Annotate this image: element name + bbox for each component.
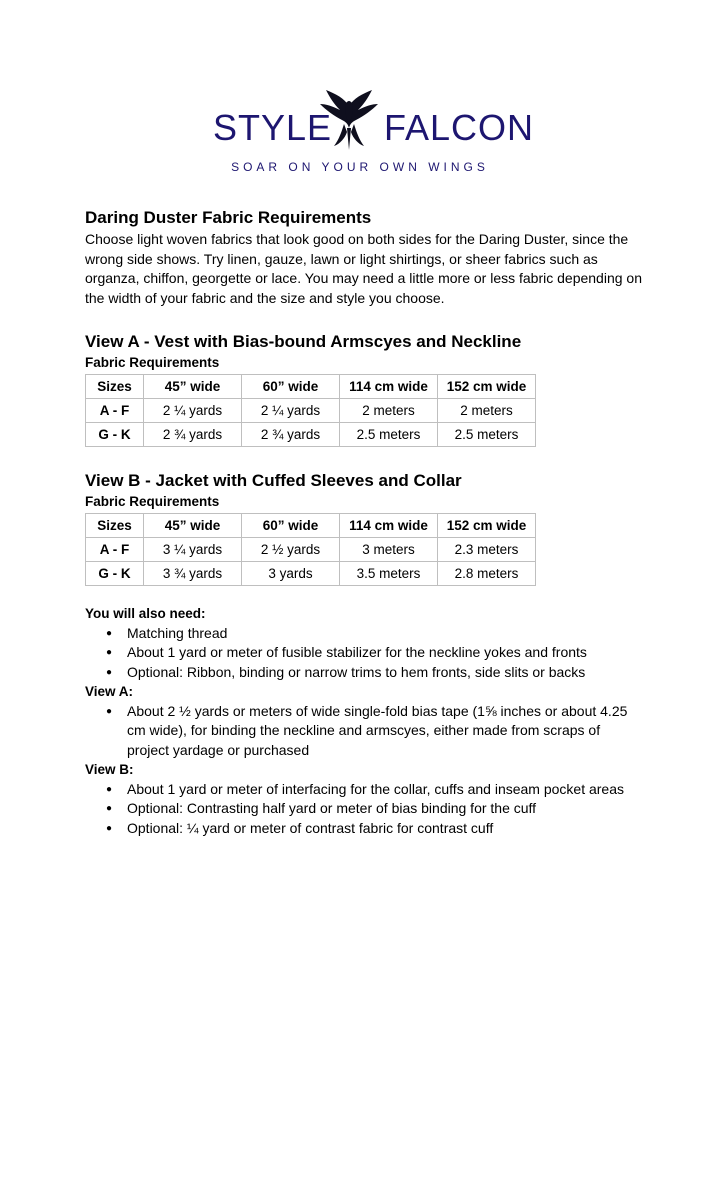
logo-word-left: STYLE	[213, 107, 333, 148]
table-cell: 2.3 meters	[438, 538, 536, 562]
table-cell: 2 ½ yards	[242, 538, 340, 562]
view-a-supplies-label: View A:	[85, 684, 134, 699]
table-cell: 2 ¼ yards	[144, 399, 242, 423]
table-cell: 2 ¾ yards	[242, 423, 340, 447]
list-item: ● Matching thread	[127, 624, 645, 644]
table-header-row	[86, 375, 536, 399]
intro-paragraph: Choose light woven fabrics that look good on both sides for the Daring Duster, since the wrong side shows. Try linen, gauze, lawn or light shirtings, or sheer fabrics such as organza, chiffon, georgette or lace. You may need a little more or less fabric depending on the width of your fabric and the size and style you choose.	[85, 231, 642, 306]
main-content	[85, 206, 645, 838]
list-item: ● Optional: ¼ yard or meter of contrast fabric for contrast cuff	[127, 819, 645, 839]
table-cell: 2.5 meters	[438, 423, 536, 447]
view-b-supplies-list	[85, 780, 645, 839]
table-cell: 2 meters	[438, 399, 536, 423]
logo-tagline: SOAR ON YOUR OWN WINGS	[231, 160, 489, 174]
table-cell: 3 ¼ yards	[144, 538, 242, 562]
table-cell: 2 ¼ yards	[242, 399, 340, 423]
list-item: ● Optional: Ribbon, binding or narrow trims to hem fronts, side slits or backs	[127, 663, 645, 683]
column-header: 114 cm wide	[340, 514, 438, 538]
column-header: Sizes	[86, 514, 144, 538]
list-item: ● About 1 yard or meter of fusible stabilizer for the neckline yokes and fronts	[127, 643, 645, 663]
size-cell: A - F	[86, 399, 144, 423]
column-header: 60” wide	[242, 514, 340, 538]
table-cell: 2.5 meters	[340, 423, 438, 447]
additional-supplies	[85, 604, 645, 838]
list-item: ● About 1 yard or meter of interfacing for the collar, cuffs and inseam pocket areas	[127, 780, 645, 800]
table-cell: 2 ¾ yards	[144, 423, 242, 447]
view-b-section	[85, 469, 645, 586]
list-item: ● About 2 ½ yards or meters of wide single-fold bias tape (1⅝ inches or about 4.25 cm wide), for binding the neckline and armscyes, either made from scraps of project yardage or purchased	[127, 702, 645, 761]
column-header: 60” wide	[242, 375, 340, 399]
table-row	[86, 423, 536, 447]
view-a-subtitle: Fabric Requirements	[85, 355, 220, 370]
falcon-icon	[318, 88, 380, 152]
also-need-label: You will also need:	[85, 606, 206, 621]
also-need-list	[85, 624, 645, 683]
column-header: 45” wide	[144, 375, 242, 399]
column-header: 114 cm wide	[340, 375, 438, 399]
list-item: ● Optional: Contrasting half yard or meter of bias binding for the cuff	[127, 799, 645, 819]
table-cell: 2.8 meters	[438, 562, 536, 586]
view-a-supplies-list	[85, 702, 645, 761]
column-header: Sizes	[86, 375, 144, 399]
table-header-row	[86, 514, 536, 538]
column-header: 152 cm wide	[438, 375, 536, 399]
view-a-table	[85, 374, 536, 447]
table-row	[86, 562, 536, 586]
table-cell: 3 meters	[340, 538, 438, 562]
column-header: 45” wide	[144, 514, 242, 538]
view-b-title: View B - Jacket with Cuffed Sleeves and Collar	[85, 471, 462, 490]
size-cell: A - F	[86, 538, 144, 562]
logo-word-right: FALCON	[384, 107, 535, 148]
table-cell: 3 ¾ yards	[144, 562, 242, 586]
view-b-subtitle: Fabric Requirements	[85, 494, 220, 509]
view-b-table	[85, 513, 536, 586]
table-row	[86, 538, 536, 562]
brand-logo	[0, 84, 720, 184]
table-row	[86, 399, 536, 423]
view-a-title: View A - Vest with Bias-bound Armscyes and Neckline	[85, 332, 522, 351]
size-cell: G - K	[86, 562, 144, 586]
table-cell: 2 meters	[340, 399, 438, 423]
column-header: 152 cm wide	[438, 514, 536, 538]
table-cell: 3 yards	[242, 562, 340, 586]
size-cell: G - K	[86, 423, 144, 447]
view-b-supplies-label: View B:	[85, 762, 134, 777]
table-cell: 3.5 meters	[340, 562, 438, 586]
view-a-section	[85, 330, 645, 447]
page-title: Daring Duster Fabric Requirements	[85, 208, 372, 227]
